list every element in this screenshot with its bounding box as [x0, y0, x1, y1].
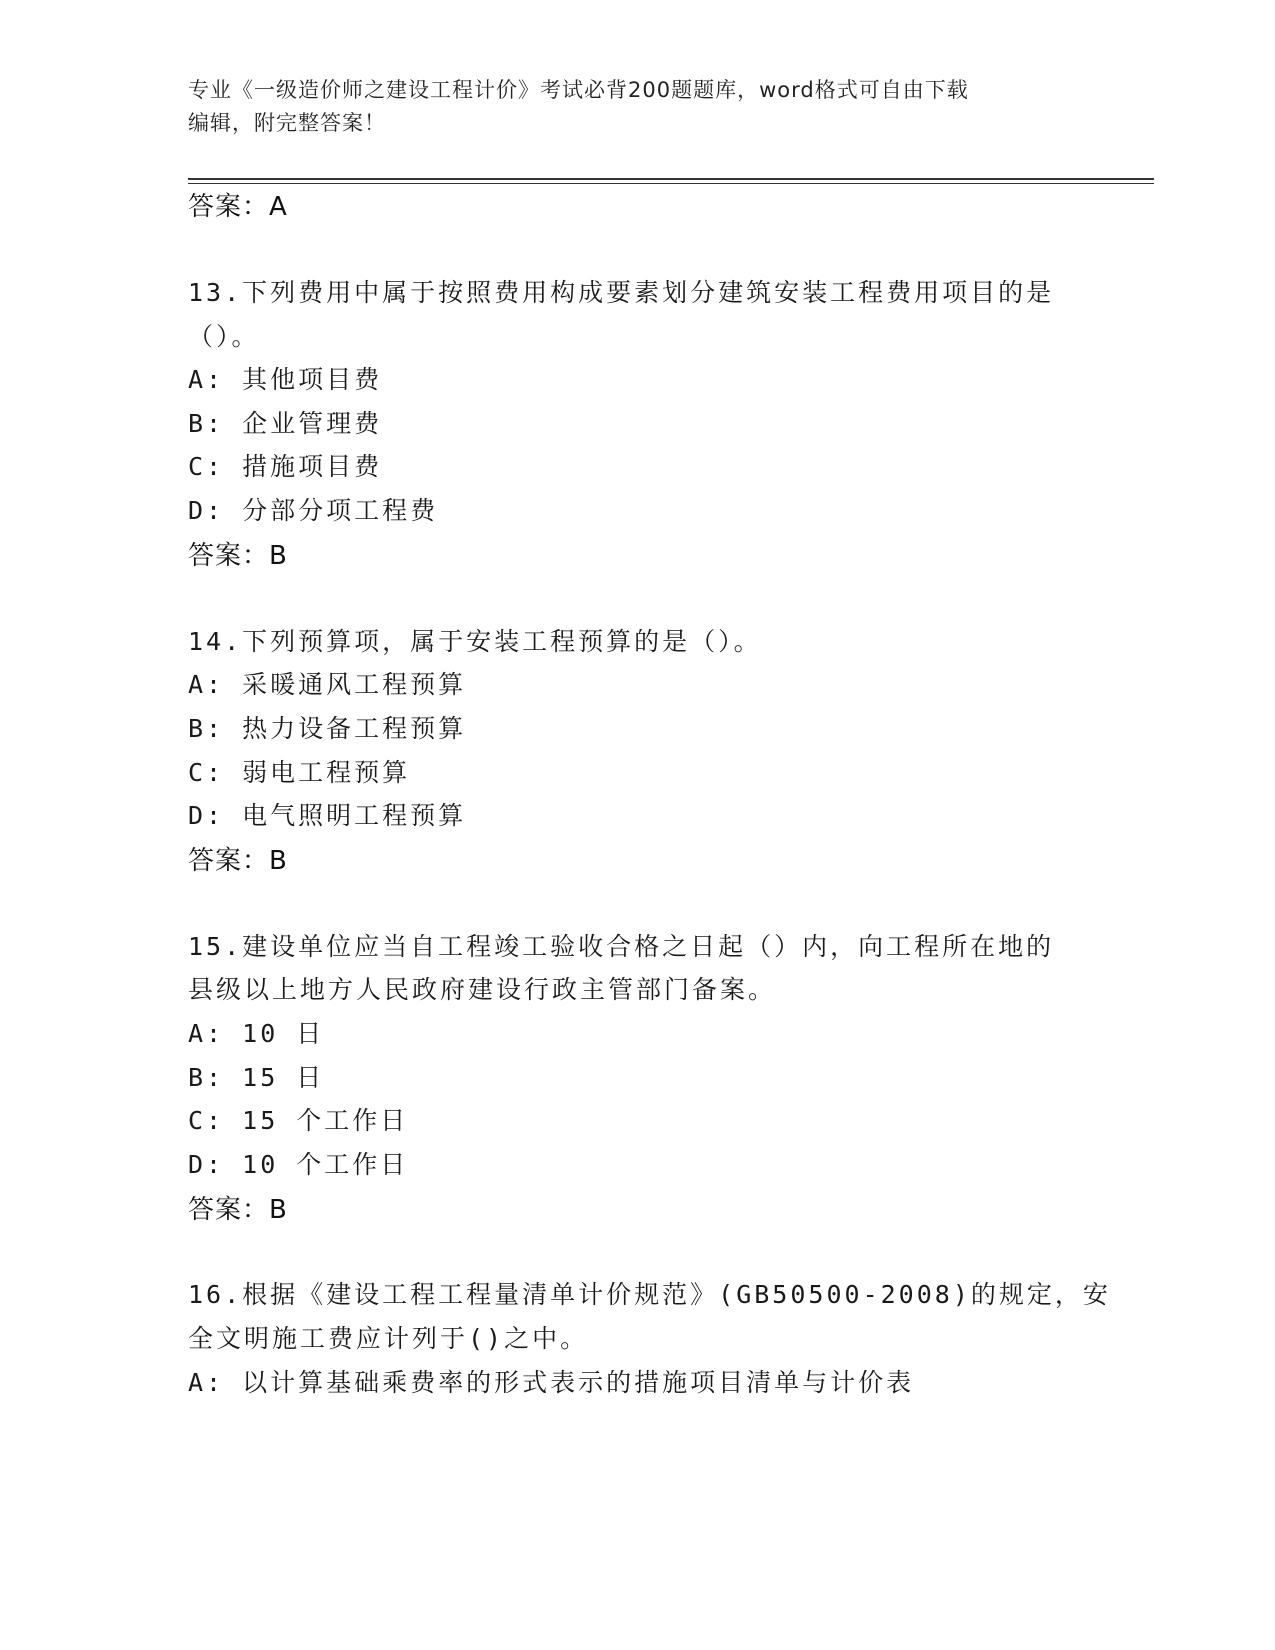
question-16-stem-line-1: 16.根据《建设工程工程量清单计价规范》(GB50500-2008)的规定，安	[188, 1280, 1111, 1309]
question-13-stem-line-2: （）。	[188, 322, 260, 351]
answer-previous: 答案：A	[188, 192, 288, 222]
question-15-option-a: A: 10 日	[188, 1019, 325, 1048]
question-14-stem-line-1: 14.下列预算项，属于安装工程预算的是（）。	[188, 627, 762, 656]
question-14-option-b: B: 热力设备工程预算	[188, 714, 467, 743]
question-15-option-d: D: 10 个工作日	[188, 1150, 409, 1179]
question-13-option-a: A: 其他项目费	[188, 365, 383, 394]
header-line-1: 专业《一级造价师之建设工程计价》考试必背200题题库，word格式可自由下载	[188, 78, 969, 102]
header-divider-thin	[188, 183, 1154, 184]
question-13-option-d: D: 分部分项工程费	[188, 496, 439, 525]
question-15-stem-line-1: 15.建设单位应当自工程竣工验收合格之日起（）内，向工程所在地的	[188, 932, 1055, 961]
question-15-stem-line-2: 县级以上地方人民政府建设行政主管部门备案。	[188, 975, 777, 1004]
question-15-answer: 答案：B	[188, 1195, 288, 1225]
question-16-option-a: A: 以计算基础乘费率的形式表示的措施项目清单与计价表	[188, 1368, 915, 1397]
question-16-stem-line-2: 全文明施工费应计列于()之中。	[188, 1324, 589, 1353]
question-14-option-a: A: 采暖通风工程预算	[188, 670, 467, 699]
question-14-option-c: C: 弱电工程预算	[188, 758, 411, 787]
question-15-option-c: C: 15 个工作日	[188, 1106, 409, 1135]
header-line-2: 编辑，附完整答案！	[188, 111, 386, 135]
question-14-option-d: D: 电气照明工程预算	[188, 801, 467, 830]
question-14-answer: 答案：B	[188, 846, 288, 876]
question-13-answer: 答案：B	[188, 541, 288, 571]
question-13-option-b: B: 企业管理费	[188, 409, 383, 438]
question-13-stem-line-1: 13.下列费用中属于按照费用构成要素划分建筑安装工程费用项目的是	[188, 278, 1055, 307]
question-13-option-c: C: 措施项目费	[188, 452, 383, 481]
header-divider-thick	[188, 178, 1154, 180]
document-header	[188, 74, 1088, 140]
question-15-option-b: B: 15 日	[188, 1063, 325, 1092]
